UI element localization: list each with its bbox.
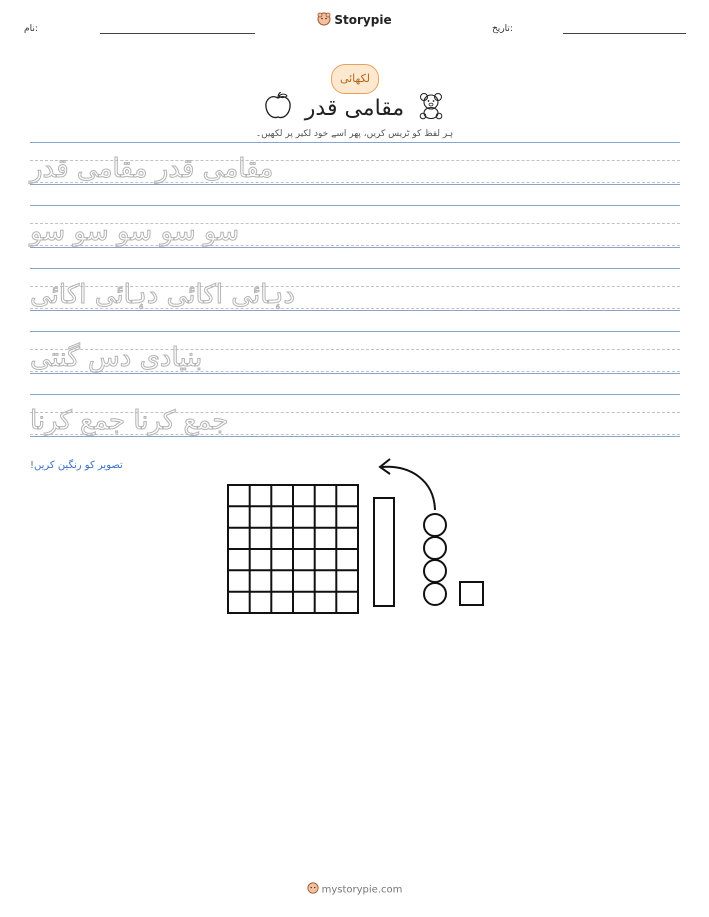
writing-badge: لکھائی	[331, 64, 379, 94]
name-field-line[interactable]	[100, 33, 255, 34]
teddy-bear-icon	[418, 92, 444, 124]
hundreds-grid	[228, 485, 358, 613]
footer	[0, 882, 709, 897]
logo-text: Storypie	[334, 13, 392, 27]
tens-rod	[374, 498, 394, 606]
ruling-base-line	[30, 247, 680, 248]
trace-text-row[interactable]: بنیادی دس گنتی	[30, 343, 203, 373]
coloring-instruction: تصویر کو رنگین کریں!	[30, 460, 123, 471]
storypie-logo	[0, 12, 709, 29]
ruling-base-line	[30, 310, 680, 311]
ruling-top-line	[30, 205, 680, 206]
bear-logo-icon	[317, 12, 331, 29]
ruling-top-line	[30, 142, 680, 143]
ruling-top-line	[30, 394, 680, 395]
trace-text-row[interactable]: جمع کرنا جمع کرنا	[30, 406, 229, 436]
ruling-top-line	[30, 331, 680, 332]
name-label: نام:	[24, 24, 38, 34]
footer-url[interactable]: mystorypie.com	[321, 884, 403, 896]
bear-footer-icon	[307, 882, 319, 897]
trace-text-row[interactable]: دہائی اکائی دہائی اکائی	[30, 280, 295, 310]
unit-cube	[460, 582, 483, 605]
ruling-base-line	[30, 184, 680, 185]
date-label: تاریخ:	[492, 24, 513, 34]
instruction-text: ہر لفظ کو ٹریس کریں، پھر اسے خود لکیر پر لکھیں۔	[255, 129, 454, 139]
ruling-top-line	[30, 268, 680, 269]
base-ten-blocks-illustration[interactable]	[220, 455, 500, 624]
trace-text-row[interactable]: سو سو سو سو سو	[30, 217, 240, 247]
ruling-base-line	[30, 436, 680, 437]
ruling-base-line	[30, 373, 680, 374]
trace-text-row[interactable]: مقامی قدر مقامی قدر	[30, 154, 274, 184]
date-field-line[interactable]	[563, 33, 686, 34]
page-title: مقامی قدر	[304, 96, 405, 121]
ones-circles	[424, 514, 446, 605]
